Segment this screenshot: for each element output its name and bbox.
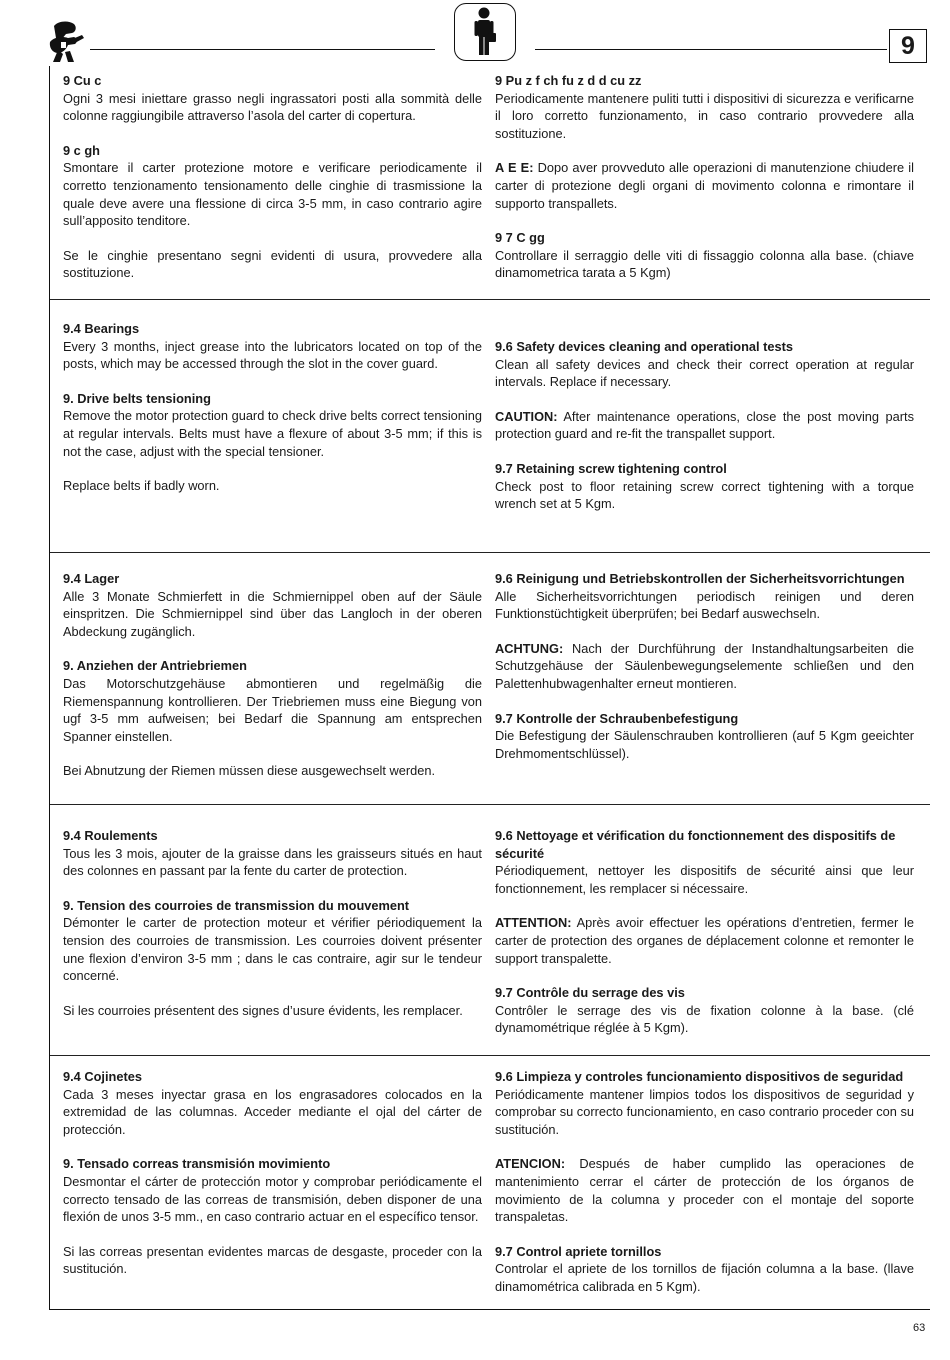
section-heading: 9.6 Limpieza y controles funcionamiento dispositivos de seguridad <box>495 1069 904 1084</box>
column-left <box>63 827 482 1036</box>
section <box>63 142 482 282</box>
section <box>495 914 914 967</box>
section-paragraph: Si las correas presentan evidentes marcas de desgaste, proceder con la sustitución. <box>63 1243 482 1277</box>
caution-paragraph <box>495 914 914 967</box>
section <box>495 984 914 1037</box>
section-heading: 9.4 Lager <box>63 571 120 586</box>
section <box>63 897 482 1020</box>
section <box>495 159 914 212</box>
section-paragraph: Se le cinghie presentano segni evidenti di usura, provvedere alla sostituzione. <box>63 247 482 281</box>
caution-keyword: CAUTION: <box>495 408 558 424</box>
section <box>495 1243 914 1296</box>
section-paragraph: Desmontar el cárter de protección motor y comprobar periódicamente el correcto tensado de las correas de transmisión, deben disponer de una flexión de unos 3-5 mm., en caso contrario actuar en el específico tensor. <box>63 1173 482 1225</box>
section-paragraph: Periodicamente mantenere puliti tutti i dispositivi di sicurezza e verificarne il loro corretto funzionamento, in caso contrario provvedere alla sostituzione. <box>495 90 914 141</box>
section-heading: 9.7 Retaining screw tightening control <box>495 460 727 476</box>
column-right <box>495 570 914 779</box>
section-paragraph: Contrôler le serrage des vis de fixation colonne à la base. (clé dynamométrique réglée à 5 Kgm). <box>495 1002 914 1036</box>
block-separator <box>50 804 930 805</box>
section-heading: 9 Cu c <box>63 73 102 88</box>
section-heading: 9.7 Kontrolle der Schraubenbefestigung <box>495 710 739 726</box>
section-paragraph: Every 3 months, inject grease into the lubricators located on top of the posts, which may be accessed through the slot in the cover guard. <box>63 338 482 372</box>
caution-paragraph <box>495 1155 914 1225</box>
page-number: 63 <box>913 1322 926 1334</box>
caution-text: After maintenance operations, close the post moving parts protection guard and re-fit the transpallet support. <box>495 408 914 442</box>
caution-keyword: ATTENTION: <box>495 915 572 931</box>
section-paragraph: Replace belts if badly worn. <box>63 478 220 494</box>
section-paragraph: Tous les 3 mois, ajouter de la graisse dans les graisseurs situés en haut des colonnes en passant par la fente du carter de protection. <box>63 845 482 879</box>
page-header <box>0 0 950 70</box>
mechanic-icon <box>44 20 88 64</box>
operator-symbol <box>454 3 516 61</box>
section-paragraph: Bei Abnutzung der Riemen müssen diese ausgewechselt werden. <box>63 763 436 779</box>
section-heading: 9. Tension des courroies de transmission du mouvement <box>63 897 410 913</box>
section-paragraph: Das Motorschutzgehäuse abmontieren und regelmäßig die Riemenspannung kontrollieren. Der Triebriemen muss eine Biegung von ugf 3-5 mm aufweisen; bei Bedarf die Spannung am entsprechen Spanner einstellen. <box>63 675 482 744</box>
section <box>495 1068 914 1138</box>
section-paragraph: Alle Sicherheitsvorrichtungen periodisch reinigen und deren Funktionstüchtigkeit überprüfen; bei Bedarf auswechseln. <box>495 588 914 622</box>
section-paragraph: Controlar el apriete de los tornillos de fijación columna a la base. (llave dinamométrica calibrada en 5 Kgm). <box>495 1261 914 1294</box>
section-paragraph: Check post to floor retaining screw correct tightening with a torque wrench set at 5 Kgm. <box>495 478 914 512</box>
column-left <box>63 320 482 512</box>
section <box>495 710 914 763</box>
section-heading: 9.6 Reinigung und Betriebskontrollen der Sicherheitsvorrichtungen <box>495 571 905 586</box>
section-paragraph: Smontare il carter protezione motore e verificare periodicamente il corretto tenzionamento tensionamento delle cinghie di trasmissione la quale deve avere una flessione di circa 3-5 mm, in caso contrario agire sull’apposito tenditore. <box>63 160 482 229</box>
language-block-de <box>50 564 930 804</box>
section-paragraph: Si les courroies présentent des signes d’usure évidents, les remplacer. <box>63 1002 463 1018</box>
caution-text: Dopo aver provveduto alle operazioni di manutenzione chiudere il carter di protezione degli organi di movimento colonna e rimontare il supporto transpallets. <box>495 160 914 211</box>
section-paragraph: Cada 3 meses inyectar grasa en los engrasadores colocados en la extremidad de las columnas. Acceder mediante el ojal del cárter de protección. <box>63 1086 482 1137</box>
caution-paragraph <box>495 640 914 693</box>
caution-text: Después de haber cumplido las operaciones de mantenimiento cerrar el cárter de protección de los órganos de movimiento de la columna y proceder con el montaje del soporte transpaletas. <box>495 1156 914 1225</box>
section-heading: 9.4 Cojinetes <box>63 1069 142 1084</box>
section-paragraph: Remove the motor protection guard to check drive belts correct tensioning at regular intervals. Belts must have a flexure of about 3-5 mm; if this is not the case, adjust with the special tensioner. <box>63 408 482 459</box>
header-rule-left <box>90 49 435 50</box>
section-heading: 9. Drive belts tensioning <box>63 390 211 406</box>
section <box>63 827 482 880</box>
section <box>495 827 914 897</box>
person-icon <box>455 4 514 59</box>
column-left <box>63 1068 482 1295</box>
section <box>495 460 914 513</box>
section-paragraph: Periódicamente mantener limpios todos los dispositivos de seguridad y comprobar su correcto funcionamiento, en caso contrario proceder con su sustitución. <box>495 1086 914 1137</box>
section-heading: 9.7 Control apriete tornillos <box>495 1243 662 1259</box>
language-block-it <box>50 66 930 299</box>
section <box>63 320 482 373</box>
section-heading: 9.6 Safety devices cleaning and operational tests <box>495 339 793 354</box>
content-frame <box>49 66 930 1310</box>
section <box>495 570 914 623</box>
column-right <box>495 827 914 1054</box>
section <box>495 640 914 693</box>
column-right <box>495 72 914 299</box>
section <box>495 338 914 391</box>
language-block-fr <box>50 821 930 1055</box>
caution-text: Après avoir effectuer les opérations d’entretien, fermer le carter de protection des organes de déplacement colonne et remonter le support transpalette. <box>495 915 914 966</box>
section <box>63 657 482 780</box>
section-paragraph: Die Befestigung der Säulenschrauben kontrollieren (auf 5 Kgm geeichter Drehmomentschlüssel). <box>495 728 914 761</box>
language-block-en <box>50 314 930 552</box>
section-heading: 9 c gh <box>63 142 100 158</box>
section <box>495 1155 914 1225</box>
caution-keyword: ATENCION: <box>495 1156 566 1172</box>
column-right <box>495 1068 914 1313</box>
section <box>495 229 914 282</box>
section-paragraph: Ogni 3 mesi iniettare grasso negli ingrassatori posti alla sommità delle colonne raggiungibile attraverso l’asola del carter di copertura. <box>63 90 482 124</box>
block-separator <box>50 552 930 553</box>
section-heading: 9.6 Nettoyage et vérification du fonctionnement des dispositifs de sécurité <box>495 828 896 861</box>
section-heading: 9.4 Bearings <box>63 321 140 336</box>
section-paragraph: Controllare il serraggio delle viti di fissaggio colonna alla base. (chiave dinamometrica tarata a 5 Kgm) <box>495 247 914 281</box>
block-separator <box>50 299 930 300</box>
column-left <box>63 570 482 797</box>
header-rule-right <box>535 49 887 50</box>
block-separator <box>50 1055 930 1056</box>
caution-keyword: A E E: <box>495 160 534 176</box>
caution-paragraph <box>495 408 914 443</box>
section-paragraph: Alle 3 Monate Schmierfett in die Schmiernippel oben auf der Säule einspritzen. Die Schmiernippel sind über das Langloch in der oberen Abdeckung zugänglich. <box>63 588 482 639</box>
section-heading: 9. Tensado correas transmisión movimiento <box>63 1156 331 1172</box>
section <box>495 72 914 142</box>
section <box>63 1068 482 1138</box>
section <box>63 570 482 640</box>
section-heading: 9 7 C gg <box>495 230 545 246</box>
section-heading: 9. Anziehen der Antriebriemen <box>63 658 247 674</box>
section-heading: 9 Pu z f ch fu z d d cu zz <box>495 73 642 88</box>
section <box>63 1155 482 1278</box>
section-heading: 9.4 Roulements <box>63 828 158 843</box>
language-block-es <box>50 1062 930 1309</box>
section <box>495 408 914 443</box>
section <box>63 390 482 495</box>
caution-paragraph <box>495 159 914 212</box>
section-paragraph: Périodiquement, nettoyer les dispositifs de sécurité ainsi que leur fonctionnement, les remplacer si nécessaire. <box>495 863 914 896</box>
section-heading: 9.7 Contrôle du serrage des vis <box>495 985 685 1001</box>
section-paragraph: Clean all safety devices and check their correct operation at regular intervals. Replace if necessary. <box>495 356 914 390</box>
caution-keyword: ACHTUNG: <box>495 640 564 656</box>
column-right <box>495 338 914 530</box>
caution-text: Nach der Durchführung der Instandhaltungsarbeiten die Schutzgehäuse der Säulenbewegungselemente schließen und den Palettenhubwagenhalter erneut montieren. <box>495 640 914 691</box>
column-left <box>63 72 482 299</box>
section <box>63 72 482 125</box>
section-paragraph: Démonter le carter de protection moteur et vérifier périodiquement la tension des courroies de transmission. Les courroies doivent présenter une flexion d’environ 3-5 mm ; dans le cas contraire, agir sur le tendeur concerné. <box>63 915 482 984</box>
chapter-number: 9 <box>889 29 927 63</box>
